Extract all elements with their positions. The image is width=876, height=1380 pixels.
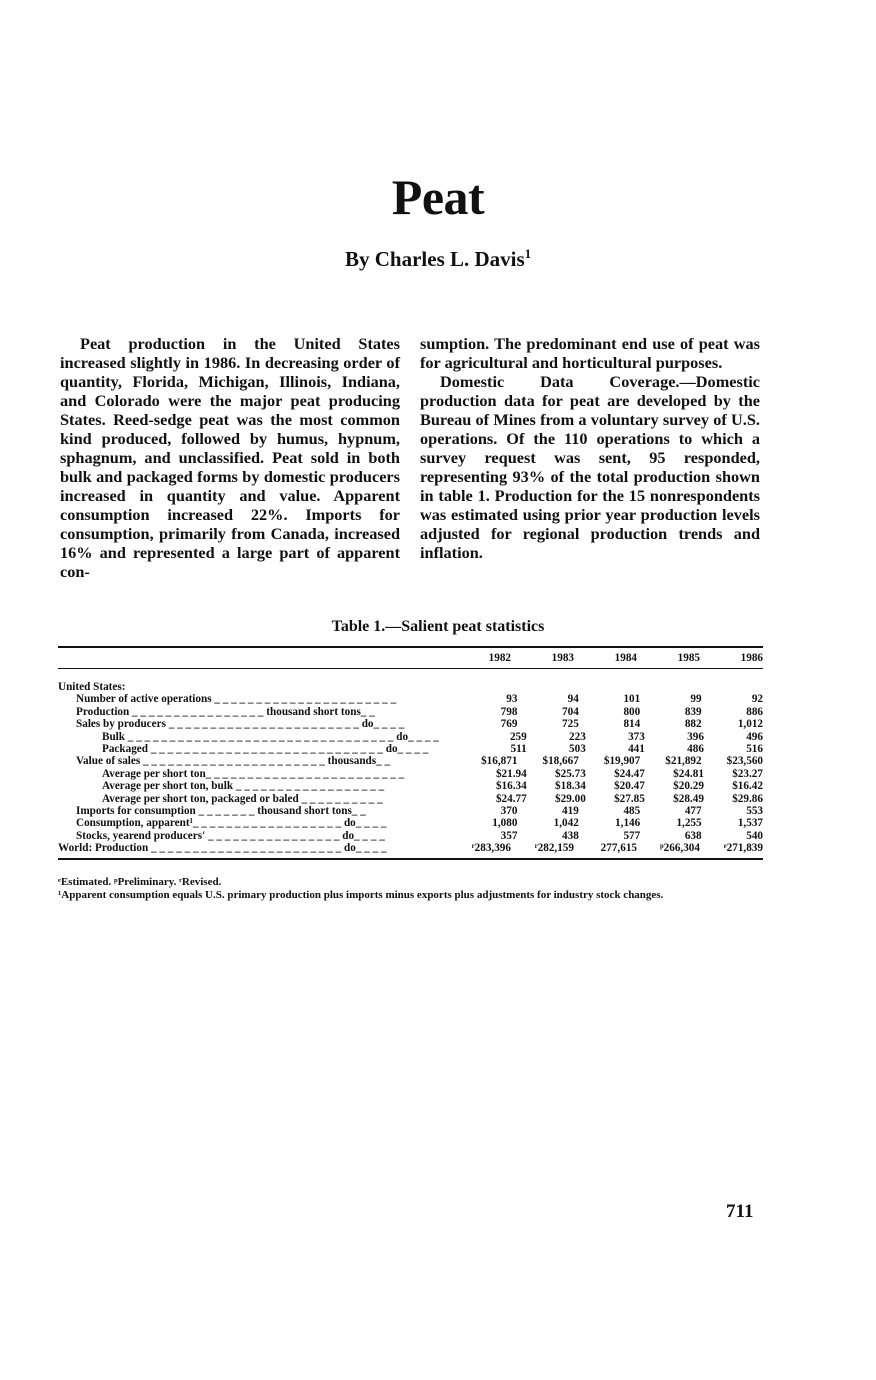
row-value-1986: 92 [751,693,763,706]
table-title: Table 1.—Salient peat statistics [331,618,545,635]
row-value-1986: 516 [746,742,763,755]
table-row [58,817,763,829]
row-value-1982: $16.34 [495,780,527,793]
row-value-1986: $16.42 [732,780,763,793]
row-label: Average per short ton, packaged or baled _ _ _ _ _ _ _ _ _ _ [102,792,383,805]
row-value-1984: 373 [628,730,645,743]
row-value-1983: $25.73 [555,767,586,780]
row-value-1986: $29.86 [732,792,763,805]
row-value-1986: 1,012 [737,718,763,731]
table-row [58,693,763,705]
row-value-1985: 882 [684,718,702,731]
row-value-1983 [511,681,574,693]
author-footnote-mark: 1 [524,247,531,261]
left-column [60,334,400,581]
row-value-1984: $24.47 [614,767,645,780]
row-label: Stocks, yearend producers' _ _ _ _ _ _ _ _ _ _ _ _ _ _ _ _ do_ _ _ _ [76,829,385,842]
header-year: 1986 [740,652,763,664]
footnote-symbols: ᵉEstimated. ᵖPreliminary. ʳRevised. [58,876,222,888]
author-byline [0,247,876,272]
row-value-1984: $27.85 [614,792,645,805]
row-value-1985: ᵖ266,304 [659,842,700,855]
row-value-1982: 511 [510,742,527,755]
row-value-1984: 577 [623,829,641,842]
table-row [58,805,763,817]
row-value-1984 [574,681,637,693]
row-value-1985: $20.29 [673,780,704,793]
row-value-1984: 277,615 [600,842,637,855]
table-row [58,755,763,767]
row-value-1985: 1,255 [676,817,702,830]
row-label: World: Production _ _ _ _ _ _ _ _ _ _ _ _ _ _ _ _ _ _ _ _ _ _ _ do_ _ _ _ [58,842,387,855]
row-value-1986: 886 [746,705,763,718]
row-value-1982: $16,871 [481,755,518,768]
row-value-1983: $18,667 [542,755,579,768]
row-value-1986: 1,537 [737,817,763,830]
row-value-1986: ᵉ271,839 [723,842,763,855]
data-coverage-text: Domestic production data for peat are developed by the Bureau of Mines from a voluntary survey of U.S. operations. Of the 110 operations to which a survey request was sent, 95 responded, representing 93% of the total production shown in table 1. Production for the 15 nonrespondents was estimated using prior year production levels adjusted for regional production trends and inflation. [420,372,760,562]
header-year: 1984 [614,652,637,664]
row-value-1982: 93 [506,693,518,706]
table-row [58,830,763,842]
row-value-1983: ʳ282,159 [534,842,574,855]
row-value-1984: 814 [623,718,641,731]
row-value-1984: 485 [623,804,641,817]
row-value-1983: 1,042 [553,817,579,830]
row-value-1982: 769 [500,718,518,731]
row-value-1985: 839 [684,705,702,718]
row-value-1983: 704 [562,705,579,718]
header-year: 1982 [488,652,511,664]
row-label: Packaged _ _ _ _ _ _ _ _ _ _ _ _ _ _ _ _ _ _ _ _ _ _ _ _ _ _ _ _ do_ _ _ _ [102,742,429,755]
row-label: Value of sales _ _ _ _ _ _ _ _ _ _ _ _ _ _ _ _ _ _ _ _ _ _ thousands_ _ [76,755,391,768]
row-value-1982 [448,681,511,693]
row-value-1986: $23.27 [732,767,763,780]
row-value-1986 [700,681,763,693]
row-value-1986: 553 [746,804,763,817]
row-value-1984: $19,907 [603,755,641,768]
row-label: Sales by producers _ _ _ _ _ _ _ _ _ _ _ _ _ _ _ _ _ _ _ _ _ _ _ do_ _ _ _ [76,718,405,731]
row-value-1983: 94 [567,693,579,706]
table-footnotes [58,876,763,902]
row-value-1983: 223 [569,730,586,743]
row-value-1983: 725 [562,718,579,731]
row-value-1983: $29.00 [555,792,586,805]
row-value-1984: $20.47 [614,780,645,793]
row-value-1985 [637,681,700,693]
table-header-row [58,648,763,668]
row-value-1983: 503 [569,742,586,755]
row-value-1985: 99 [690,693,702,706]
row-value-1985: 486 [687,742,704,755]
table-row [58,706,763,718]
table-row [58,718,763,730]
row-value-1985: 638 [684,829,702,842]
row-value-1984: 800 [623,705,641,718]
row-value-1984: 101 [623,693,641,706]
row-value-1983: 419 [562,804,579,817]
row-value-1984: 1,146 [615,817,641,830]
table-body [58,669,763,858]
row-value-1985: 396 [687,730,704,743]
intro-continuation: sumption. The predominant end use of peat was for agricultural and horticultural purposes. [420,334,760,372]
header-year: 1983 [551,652,574,664]
row-label: Consumption, apparent¹_ _ _ _ _ _ _ _ _ _ _ _ _ _ _ _ _ _ do_ _ _ _ [76,817,387,830]
row-value-1983: 438 [562,829,579,842]
row-value-1982: 259 [509,730,527,743]
row-label: Average per short ton, bulk _ _ _ _ _ _ _ _ _ _ _ _ _ _ _ _ _ _ [102,780,385,793]
row-value-1985: 477 [684,804,702,817]
table-row [58,681,763,693]
row-value-1982: 370 [500,804,518,817]
table-row [58,743,763,755]
data-coverage-paragraph [420,372,760,562]
row-value-1982: ʳ283,396 [471,842,511,855]
table-row [58,731,763,743]
row-value-1986: $23,560 [726,755,763,768]
right-column [420,334,760,562]
author-name: By Charles L. Davis [345,247,525,271]
row-label: Number of active operations _ _ _ _ _ _ _ _ _ _ _ _ _ _ _ _ _ _ _ _ _ _ [76,693,397,706]
row-value-1983: $18.34 [555,780,586,793]
data-coverage-heading: Domestic Data Coverage.— [440,372,696,391]
row-value-1985: $28.49 [673,792,704,805]
row-value-1982: 1,080 [492,817,518,830]
row-value-1986: 540 [746,829,763,842]
row-value-1985: $24.81 [673,767,704,780]
page-number: 711 [726,1201,754,1222]
row-label: Production _ _ _ _ _ _ _ _ _ _ _ _ _ _ _ _ thousand short tons_ _ [76,705,375,718]
row-value-1982: 357 [500,829,518,842]
table-row [58,768,763,780]
table-row [58,793,763,805]
row-value-1982: 798 [500,705,518,718]
row-value-1984: 441 [628,742,645,755]
header-year: 1985 [677,652,700,664]
table-row [58,842,763,854]
row-label: Imports for consumption _ _ _ _ _ _ _ thousand short tons_ _ [76,804,366,817]
row-value-1985: $21,892 [665,755,702,768]
row-label: Bulk _ _ _ _ _ _ _ _ _ _ _ _ _ _ _ _ _ _ _ _ _ _ _ _ _ _ _ _ _ _ _ _ do_ _ _ _ [102,730,439,743]
salient-statistics-table [58,646,763,860]
row-value-1982: $21.94 [495,767,527,780]
row-value-1986: 496 [746,730,763,743]
row-value-1982: $24.77 [495,792,527,805]
table-bottom-rule [58,858,763,860]
table-row [58,780,763,792]
footnote-apparent-consumption: ¹Apparent consumption equals U.S. primary production plus imports minus exports plus adjustments for industry stock changes. [58,889,664,901]
row-label: Average per short ton_ _ _ _ _ _ _ _ _ _ _ _ _ _ _ _ _ _ _ _ _ _ _ _ [102,767,405,780]
row-label: United States: [58,681,126,693]
page-title: Peat [391,169,485,225]
intro-paragraph: Peat production in the United States increased slightly in 1986. In decreasing order of quantity, Florida, Michigan, Illinois, Indiana, and Colorado were the major peat producing States. Reed-sedge peat was the most common kind produced, followed by humus, hypnum, sphagnum, and unclassified. Peat sold in both bulk and packaged forms by domestic producers increased in quantity and value. Apparent consumption increased 22%. Imports for consumption, primarily from Canada, increased 16% and represented a large part of apparent con- [60,334,400,581]
